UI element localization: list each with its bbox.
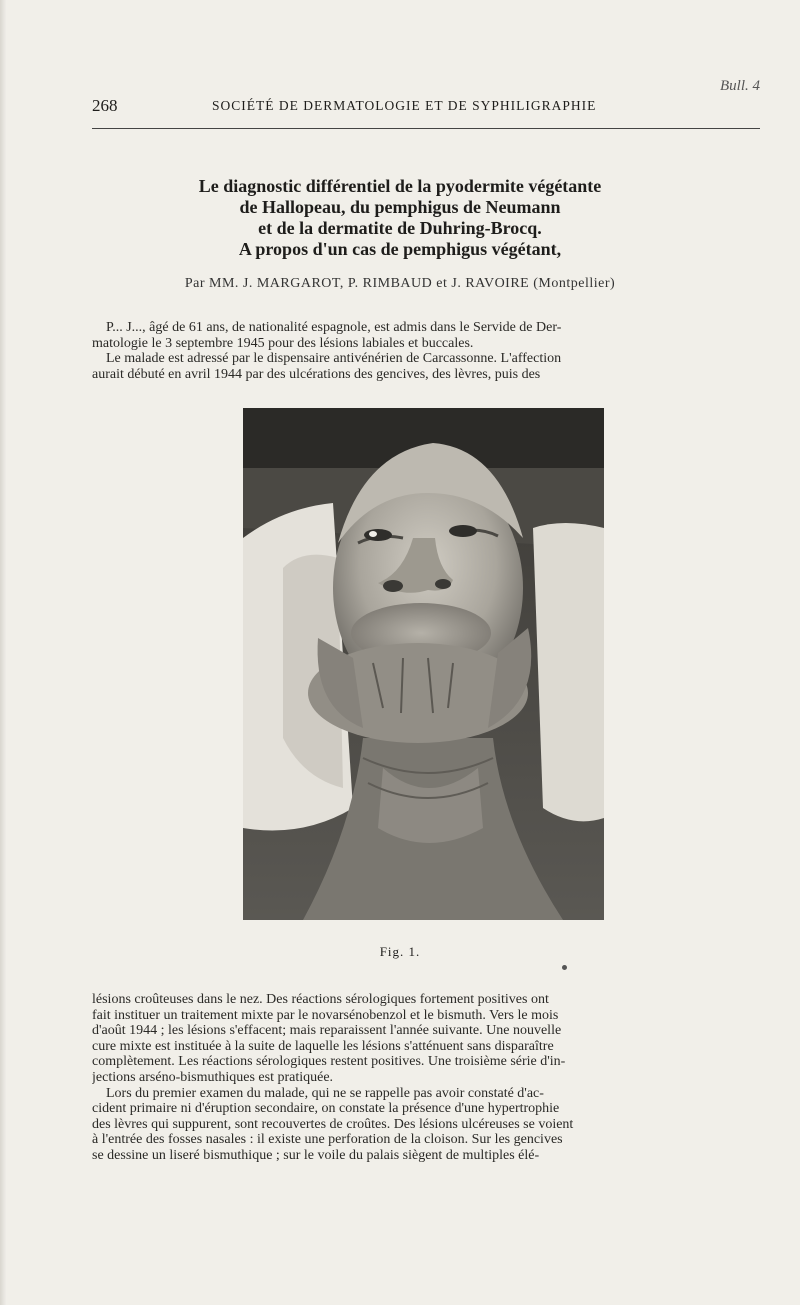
page-number: 268 [92, 96, 118, 115]
text-line: aurait débuté en avril 1944 par des ulcérations des gencives, des lèvres, puis des [92, 366, 541, 382]
text-line: jections arséno-bismuthiques est pratiquée. [92, 1069, 334, 1085]
text-line: Le malade est adressé par le dispensaire antivénérien de Carcassonne. L'affection [106, 351, 562, 367]
body-text-bottom [92, 992, 762, 1164]
header-rule [92, 128, 760, 129]
text-line: à l'entrée des fosses nasales : il existe une perforation de la cloison. Sur les gencives [92, 1132, 563, 1148]
body-text-top [92, 320, 762, 382]
text-line: d'août 1944 ; les lésions s'effacent; mais reparaissent l'année suivante. Une nouvelle [92, 1023, 562, 1039]
print-speck [562, 965, 567, 970]
running-head [92, 96, 760, 118]
title-line: Le diagnostic différentiel de la pyodermite végétante [198, 176, 602, 196]
text-line: P... J..., âgé de 61 ans, de nationalité espagnole, est admis dans le Servide de Der- [106, 320, 562, 335]
text-line: complètement. Les réactions sérologiques restent positives. Une troisième série d'in- [92, 1054, 566, 1070]
title-line: A propos d'un cas de pemphigus végétant, [238, 239, 562, 259]
journal-name: SOCIÉTÉ DE DERMATOLOGIE ET DE SYPHILIGRAPHIE [212, 98, 597, 113]
text-line: fait instituer un traitement mixte par le novarsénobenzol et le bismuth. Vers le mois [92, 1007, 559, 1023]
text-line: des lèvres qui suppurent, sont recouvertes de croûtes. Des lésions ulcéreuses se voient [92, 1116, 574, 1132]
text-line: matologie le 3 septembre 1945 pour des lésions labiales et buccales. [92, 335, 474, 351]
text-line: Lors du premier examen du malade, qui ne se rappelle pas avoir constaté d'ac- [106, 1085, 544, 1101]
handwritten-note: Bull. 4 [720, 78, 760, 94]
figure-caption: Fig. 1. [379, 944, 421, 959]
text-line: lésions croûteuses dans le nez. Des réactions sérologiques fortement positives ont [92, 992, 549, 1007]
text-line: cure mixte est instituée à la suite de laquelle les lésions s'atténuent sans disparaître [92, 1038, 554, 1054]
figure-photograph [243, 408, 604, 920]
patient-photo-illustration [243, 408, 604, 920]
text-line: cident primaire ni d'éruption secondaire, on constate la présence d'une hypertrophie [92, 1101, 560, 1117]
title-line: et de la dermatite de Duhring-Brocq. [258, 218, 542, 238]
article-authors: Par MM. J. MARGAROT, P. RIMBAUD et J. RAVOIRE (Montpellier) [184, 276, 616, 291]
article-title [90, 176, 710, 260]
title-line: de Hallopeau, du pemphigus de Neumann [239, 197, 561, 217]
text-line: se dessine un liseré bismuthique ; sur le voile du palais siègent de multiples élé- [92, 1147, 540, 1163]
page-binding-edge [0, 0, 6, 1305]
